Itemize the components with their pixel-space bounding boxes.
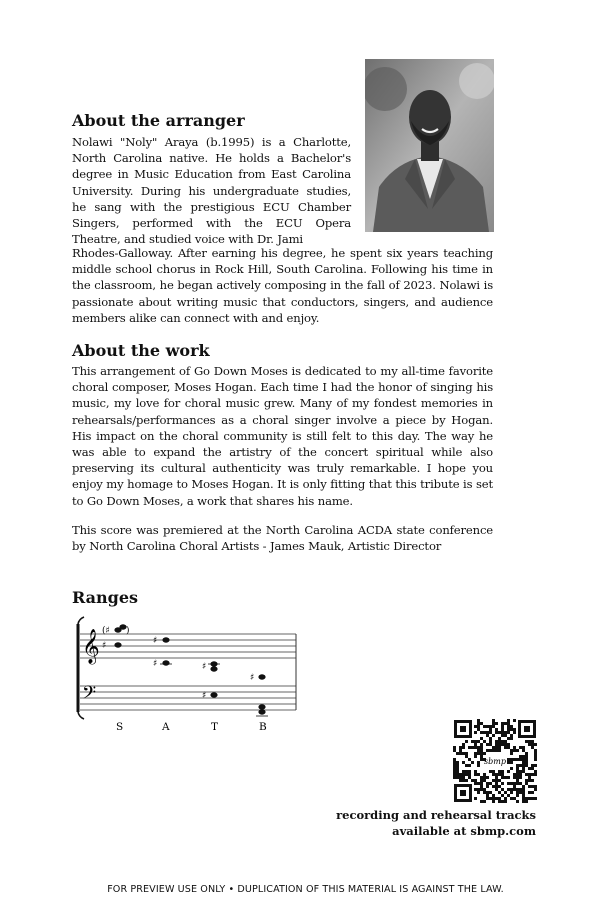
svg-text:♯: ♯	[153, 659, 158, 669]
tenor-range	[202, 661, 220, 701]
voice-label-t: T	[211, 721, 219, 733]
tracks-note	[336, 808, 536, 839]
alto-range	[153, 636, 172, 669]
about-work-text: This arrangement of Go Down Moses is dedicated to my all-time favorite choral composer, Moses Hogan. Each time I had the honor of singing his music, my love for choral music grew. Many of my fondest memories in rehearsals/performances as a choral singer involve a piece by Hogan. His impact on the choral community is still felt to this day. The way he was able to expand the artistry of the concert spiritual while also preserving its cultural authenticity was truly remarkable. I hope you enjoy my homage to Moses Hogan. It is only fitting that this tribute is set to Go Down Moses, a work that shares his name.	[72, 364, 493, 508]
tracks-line2: available at sbmp.com	[392, 823, 536, 838]
soprano-range	[102, 624, 130, 651]
svg-text:♯: ♯	[202, 691, 207, 701]
about-arranger-heading: About the arranger	[72, 111, 245, 130]
svg-text:♯: ♯	[250, 673, 255, 683]
arranger-bio-part1: Nolawi "Noly" Araya (b.1995) is a Charlotte, North Carolina native. He holds a Bachelor's degree in Music Education from East Carolina University. During his undergraduate studies, he sang with the prestigious ECU Chamber Singers, performed with the ECU Opera Theatre, and studied voice with Dr. Jami	[72, 135, 351, 247]
svg-text:): )	[126, 626, 130, 636]
arranger-photo	[365, 59, 494, 232]
svg-text:♯: ♯	[202, 662, 207, 672]
portrait-image	[365, 59, 494, 232]
premiere-note: This score was premiered at the North Carolina ACDA state conference by North Carolina Choral Artists - James Mauk, Artistic Director	[72, 523, 493, 554]
about-work-heading: About the work	[72, 341, 210, 360]
vocal-ranges-score	[70, 616, 302, 736]
treble-staff	[80, 634, 296, 658]
arranger-bio-part2: Rhodes-Galloway. After earning his degree, he spent six years teaching middle school chorus in Rock Hill, South Carolina. Following his time in the classroom, he began actively composing in the fall of 2023. Nolawi is passionate about writing music that conductors, singers, and audience members alike can connect with and enjoy.	[72, 246, 493, 325]
bass-range	[250, 673, 268, 716]
qr-code[interactable]	[453, 719, 537, 803]
voice-label-b: B	[259, 721, 267, 733]
svg-text:(♯: (♯	[102, 626, 110, 636]
qr-center-logo: sbmp	[484, 757, 506, 766]
svg-text:♯: ♯	[153, 636, 158, 646]
preview-footer: FOR PREVIEW USE ONLY • DUPLICATION OF THIS MATERIAL IS AGAINST THE LAW.	[107, 884, 504, 895]
treble-clef-icon: 𝄞	[82, 629, 100, 664]
tracks-line1: recording and rehearsal tracks	[336, 808, 536, 822]
voice-label-s: S	[116, 721, 124, 733]
voice-label-a: A	[162, 721, 170, 733]
bass-clef-icon: 𝄢	[82, 683, 97, 708]
ranges-heading: Ranges	[72, 588, 139, 607]
svg-text:♯: ♯	[102, 641, 107, 651]
